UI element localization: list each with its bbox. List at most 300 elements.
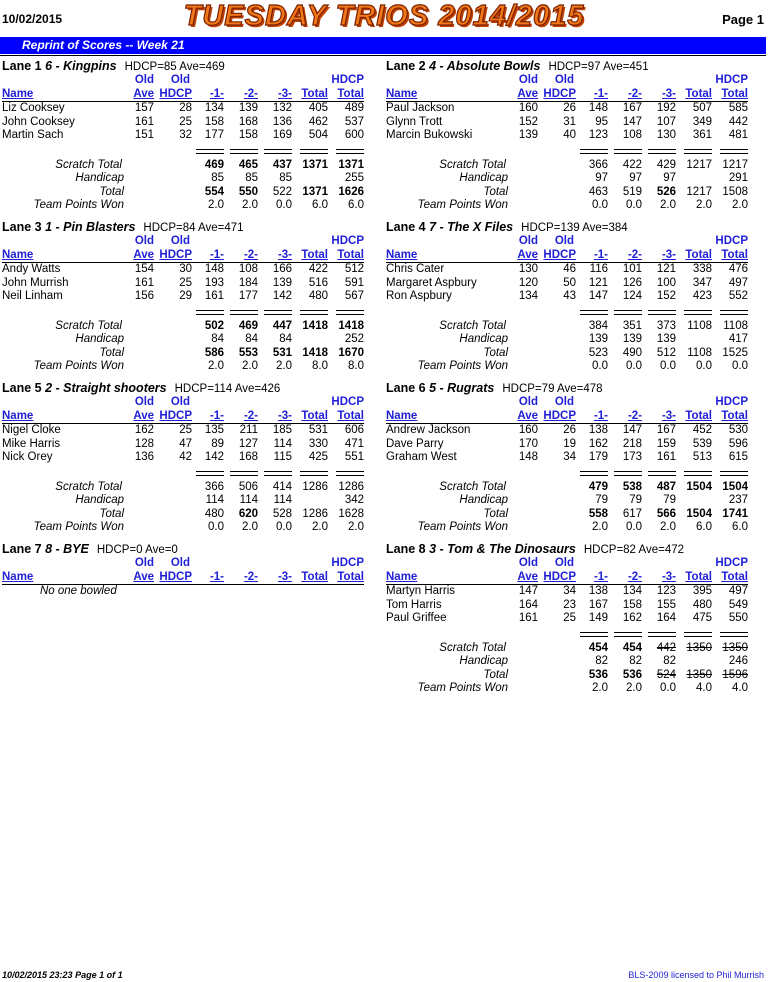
player-htotal: 552 xyxy=(728,290,748,302)
col-header-hdcp-total: Total xyxy=(721,88,748,100)
player-g3: 166 xyxy=(272,263,292,275)
player-ave: 139 xyxy=(518,129,538,141)
col-header-game-1: -1- xyxy=(209,410,224,422)
player-htotal: 567 xyxy=(344,290,364,302)
player-name: Neil Linham xyxy=(2,290,63,302)
player-ave: 134 xyxy=(518,290,538,302)
summary-total-value: 1504 xyxy=(686,507,712,520)
summary-handicap-value: 79 xyxy=(595,494,608,506)
player-g3: 161 xyxy=(656,451,676,463)
player-ave: 128 xyxy=(134,437,154,450)
col-header-ave: Ave xyxy=(517,410,538,422)
col-header-game-1: -1- xyxy=(209,571,224,583)
player-htotal: 550 xyxy=(728,612,748,624)
summary-scratch-value: 414 xyxy=(272,480,292,493)
total-rule xyxy=(580,310,608,315)
summary-scratch-value: 1217 xyxy=(722,158,748,171)
summary-handicap-value: 114 xyxy=(239,494,258,506)
col-header-game-2: -2- xyxy=(627,88,642,100)
summary-scratch-value: 506 xyxy=(238,480,258,493)
total-rule xyxy=(264,149,292,154)
summary-points-value: 2.0 xyxy=(242,360,258,372)
summary-total-value: 536 xyxy=(622,668,642,681)
summary-scratch-value: 1371 xyxy=(338,158,364,171)
lane-number: Lane 6 xyxy=(386,381,430,395)
col-header-game-3: -3- xyxy=(277,571,292,583)
team-handicap-average: HDCP=79 Ave=478 xyxy=(502,383,603,395)
summary-total-value: 1741 xyxy=(722,507,748,520)
total-rule xyxy=(230,310,258,315)
page-number: Page 1 xyxy=(722,12,764,27)
player-name: John Cooksey xyxy=(2,115,75,128)
col-header-total: Total xyxy=(685,410,712,422)
col-header-hdcp: HDCP xyxy=(159,88,192,100)
col-header-old: Old xyxy=(170,74,190,86)
total-rule xyxy=(648,632,676,637)
col-header-old: Old xyxy=(554,396,574,408)
player-total: 539 xyxy=(692,437,712,450)
player-ave: 120 xyxy=(518,276,538,289)
summary-total-value: 558 xyxy=(588,507,608,520)
total-rule xyxy=(264,471,292,476)
summary-points-value: 0.0 xyxy=(276,521,292,533)
player-hdcp: 25 xyxy=(179,424,192,436)
col-header-total: Total xyxy=(301,410,328,422)
player-hdcp: 42 xyxy=(179,451,192,463)
col-header-total: Total xyxy=(301,88,328,100)
col-header-hdcp-total: Total xyxy=(337,249,364,261)
summary-label-total: Total xyxy=(483,346,508,359)
player-htotal: 591 xyxy=(344,276,364,289)
summary-handicap-value: 237 xyxy=(728,494,748,506)
player-ave: 130 xyxy=(518,263,538,275)
col-header-name: Name xyxy=(386,410,418,422)
summary-points-value: 4.0 xyxy=(696,682,712,694)
col-header-game-3: -3- xyxy=(277,249,292,261)
summary-points-value: 2.0 xyxy=(592,682,608,694)
player-htotal: 600 xyxy=(344,129,364,141)
player-g3: 115 xyxy=(273,451,292,463)
summary-total-value: 519 xyxy=(622,185,642,198)
player-g3: 159 xyxy=(656,437,676,450)
player-hdcp: 26 xyxy=(563,424,576,436)
summary-scratch-value: 429 xyxy=(656,158,676,171)
summary-total-value: 1371 xyxy=(302,185,328,198)
player-name: Mike Harris xyxy=(2,437,61,450)
total-rule xyxy=(720,310,748,315)
total-rule xyxy=(614,632,642,637)
total-rule xyxy=(300,149,328,154)
player-ave: 162 xyxy=(134,424,154,436)
player-g2: 147 xyxy=(622,424,642,436)
summary-total-value: 523 xyxy=(588,346,608,359)
player-ave: 164 xyxy=(518,598,538,611)
summary-points-value: 2.0 xyxy=(242,521,258,533)
summary-handicap-value: 84 xyxy=(245,333,258,345)
player-total: 425 xyxy=(308,451,328,463)
player-htotal: 481 xyxy=(728,129,748,141)
player-name: Dave Parry xyxy=(386,437,444,450)
summary-handicap-value: 82 xyxy=(629,655,642,667)
player-total: 338 xyxy=(692,263,712,275)
player-g3: 169 xyxy=(272,129,292,141)
summary-label-total: Total xyxy=(483,668,508,681)
player-g2: 211 xyxy=(239,424,258,436)
player-g2: 173 xyxy=(622,451,642,463)
total-rule xyxy=(580,632,608,637)
col-header-hdcp: HDCP xyxy=(159,249,192,261)
player-ave: 151 xyxy=(134,129,154,141)
team-name: 6 - Kingpins xyxy=(45,59,117,73)
player-name: Glynn Trott xyxy=(386,115,443,128)
summary-total-value: 524 xyxy=(656,668,676,681)
total-rule xyxy=(230,149,258,154)
player-g2: 108 xyxy=(622,129,642,141)
player-ave: 170 xyxy=(518,437,538,450)
summary-handicap-value: 417 xyxy=(728,333,748,345)
player-hdcp: 30 xyxy=(179,263,192,275)
player-ave: 156 xyxy=(134,290,154,302)
col-header-hdcp: HDCP xyxy=(715,235,748,247)
player-g3: 114 xyxy=(273,437,292,450)
summary-scratch-value: 366 xyxy=(204,480,224,493)
summary-handicap-value: 85 xyxy=(211,172,224,184)
player-g2: 218 xyxy=(622,437,642,450)
player-total: 504 xyxy=(308,129,328,141)
player-hdcp: 31 xyxy=(563,115,576,128)
player-g3: 185 xyxy=(272,424,292,436)
summary-handicap-value: 84 xyxy=(279,333,292,345)
col-header-game-1: -1- xyxy=(209,88,224,100)
player-g3: 155 xyxy=(656,598,676,611)
player-hdcp: 25 xyxy=(563,612,576,624)
player-g2: 158 xyxy=(238,129,258,141)
col-header-hdcp: HDCP xyxy=(331,74,364,86)
total-rule xyxy=(336,471,364,476)
summary-handicap-value: 85 xyxy=(279,172,292,184)
total-rule xyxy=(300,310,328,315)
total-rule xyxy=(614,471,642,476)
player-g2: 184 xyxy=(238,276,258,289)
lane-number: Lane 7 xyxy=(2,542,46,556)
player-hdcp: 32 xyxy=(179,129,192,141)
total-rule xyxy=(336,149,364,154)
summary-points-value: 0.0 xyxy=(660,360,676,372)
total-rule xyxy=(684,471,712,476)
summary-scratch-value: 366 xyxy=(588,158,608,171)
summary-label-handicap: Handicap xyxy=(459,655,508,667)
col-header-hdcp-total: Total xyxy=(721,249,748,261)
player-name: Margaret Aspbury xyxy=(386,276,477,289)
lane-number: Lane 4 xyxy=(386,220,430,234)
player-name: Paul Griffee xyxy=(386,612,447,624)
summary-handicap-value: 82 xyxy=(595,655,608,667)
col-header-game-1: -1- xyxy=(593,571,608,583)
summary-total-value: 463 xyxy=(588,185,608,198)
player-g1: 142 xyxy=(204,451,224,463)
player-ave: 157 xyxy=(134,102,154,114)
summary-points-value: 2.0 xyxy=(732,199,748,211)
col-header-hdcp: HDCP xyxy=(715,557,748,569)
footer-timestamp: 10/02/2015 23:23 Page 1 of 1 xyxy=(2,970,123,980)
col-header-total: Total xyxy=(685,88,712,100)
summary-points-value: 2.0 xyxy=(660,199,676,211)
player-total: 330 xyxy=(308,437,328,450)
summary-handicap-value: 79 xyxy=(663,494,676,506)
player-hdcp: 25 xyxy=(179,115,192,128)
team-name: 3 - Tom & The Dinosaurs xyxy=(429,542,576,556)
player-name: John Murrish xyxy=(2,276,69,289)
player-g1: 95 xyxy=(595,115,608,128)
report-date: 10/02/2015 xyxy=(2,12,63,26)
summary-total-value: 531 xyxy=(272,346,292,359)
col-header-old: Old xyxy=(170,557,190,569)
summary-points-value: 6.0 xyxy=(732,521,748,533)
col-header-hdcp: HDCP xyxy=(543,249,576,261)
summary-total-value: 1626 xyxy=(338,185,364,198)
lane-title xyxy=(2,381,280,395)
col-header-old: Old xyxy=(134,396,154,408)
player-g2: 168 xyxy=(238,451,258,463)
summary-total-value: 554 xyxy=(204,185,224,198)
player-total: 405 xyxy=(308,102,328,114)
summary-points-value: 0.0 xyxy=(732,360,748,372)
summary-label-scratch: Scratch Total xyxy=(439,158,506,171)
summary-points-value: 0.0 xyxy=(626,521,642,533)
summary-label-total: Total xyxy=(99,185,124,198)
team-name: 7 - The X Files xyxy=(429,220,514,234)
summary-scratch-value: 1108 xyxy=(723,319,748,332)
summary-scratch-value: 538 xyxy=(622,480,642,493)
col-header-name: Name xyxy=(386,88,418,100)
col-header-total: Total xyxy=(301,571,328,583)
player-g3: 130 xyxy=(656,129,676,141)
summary-points-value: 2.0 xyxy=(592,521,608,533)
summary-scratch-value: 1418 xyxy=(338,319,364,332)
summary-points-value: 2.0 xyxy=(696,199,712,211)
player-htotal: 497 xyxy=(728,276,748,289)
summary-total-value: 526 xyxy=(656,185,676,198)
col-header-name: Name xyxy=(2,88,34,100)
col-header-hdcp: HDCP xyxy=(331,557,364,569)
summary-scratch-value: 1418 xyxy=(302,319,328,332)
summary-total-value: 522 xyxy=(272,185,292,198)
summary-label-points: Team Points Won xyxy=(417,521,508,533)
player-name: Liz Cooksey xyxy=(2,102,65,114)
lane-number: Lane 5 xyxy=(2,381,46,395)
player-total: 347 xyxy=(692,276,712,289)
lane-title xyxy=(386,542,684,556)
player-total: 395 xyxy=(692,585,712,597)
player-htotal: 497 xyxy=(728,585,748,597)
player-g2: 147 xyxy=(622,115,642,128)
summary-handicap-value: 139 xyxy=(656,333,676,345)
player-ave: 160 xyxy=(518,102,538,114)
summary-total-value: 1670 xyxy=(338,346,364,359)
total-rule xyxy=(720,471,748,476)
summary-handicap-value: 114 xyxy=(273,494,292,506)
summary-points-value: 6.0 xyxy=(348,199,364,211)
col-header-old: Old xyxy=(170,235,190,247)
col-header-game-3: -3- xyxy=(661,410,676,422)
col-header-old: Old xyxy=(554,557,574,569)
player-name: Nigel Cloke xyxy=(2,424,61,436)
summary-scratch-value: 351 xyxy=(622,319,642,332)
summary-points-value: 0.0 xyxy=(208,521,224,533)
summary-points-value: 8.0 xyxy=(312,360,328,372)
col-header-name: Name xyxy=(2,249,34,261)
summary-scratch-value: 465 xyxy=(238,158,258,171)
player-total: 462 xyxy=(308,115,328,128)
summary-total-value: 617 xyxy=(622,507,642,520)
player-htotal: 537 xyxy=(344,115,364,128)
summary-label-total: Total xyxy=(483,507,508,520)
col-header-game-3: -3- xyxy=(661,571,676,583)
player-htotal: 606 xyxy=(344,424,364,436)
summary-label-total: Total xyxy=(99,507,124,520)
lane-title xyxy=(386,59,649,73)
player-name: Graham West xyxy=(386,451,457,463)
player-total: 516 xyxy=(308,276,328,289)
player-g2: 168 xyxy=(238,115,258,128)
summary-handicap-value: 97 xyxy=(663,172,676,184)
summary-label-scratch: Scratch Total xyxy=(55,319,122,332)
summary-total-value: 1628 xyxy=(338,507,364,520)
player-g3: 123 xyxy=(656,585,676,597)
player-name: Andy Watts xyxy=(2,263,61,275)
player-g3: 139 xyxy=(272,276,292,289)
summary-handicap-value: 252 xyxy=(344,333,364,345)
col-header-hdcp: HDCP xyxy=(715,74,748,86)
summary-label-handicap: Handicap xyxy=(75,494,124,506)
no-bowlers-note: No one bowled xyxy=(40,585,117,597)
player-g2: 108 xyxy=(238,263,258,275)
summary-scratch-value: 373 xyxy=(656,319,676,332)
reprint-banner xyxy=(0,37,766,54)
player-g2: 139 xyxy=(238,102,258,114)
player-hdcp: 40 xyxy=(563,129,576,141)
col-header-hdcp: HDCP xyxy=(543,88,576,100)
summary-points-value: 8.0 xyxy=(348,360,364,372)
player-g1: 161 xyxy=(204,290,224,302)
player-g1: 123 xyxy=(588,129,608,141)
player-hdcp: 46 xyxy=(563,263,576,275)
summary-handicap-value: 342 xyxy=(344,494,364,506)
player-g2: 124 xyxy=(622,290,642,302)
player-g1: 116 xyxy=(589,263,608,275)
summary-scratch-value: 437 xyxy=(272,158,292,171)
summary-points-value: 0.0 xyxy=(592,199,608,211)
player-g2: 162 xyxy=(622,612,642,624)
col-header-hdcp-total: Total xyxy=(721,571,748,583)
player-total: 475 xyxy=(692,612,712,624)
col-header-game-2: -2- xyxy=(627,249,642,261)
col-header-old: Old xyxy=(554,235,574,247)
team-handicap-average: HDCP=114 Ave=426 xyxy=(174,383,281,395)
team-handicap-average: HDCP=85 Ave=469 xyxy=(124,61,225,73)
summary-handicap-value: 139 xyxy=(622,333,642,345)
player-g2: 101 xyxy=(622,263,642,275)
col-header-old: Old xyxy=(518,74,538,86)
player-total: 513 xyxy=(692,451,712,463)
summary-points-value: 6.0 xyxy=(696,521,712,533)
summary-label-scratch: Scratch Total xyxy=(439,480,506,493)
total-rule xyxy=(580,471,608,476)
summary-points-value: 2.0 xyxy=(660,521,676,533)
team-name: 8 - BYE xyxy=(45,542,89,556)
col-header-game-1: -1- xyxy=(209,249,224,261)
summary-label-points: Team Points Won xyxy=(33,360,124,372)
summary-points-value: 2.0 xyxy=(312,521,328,533)
summary-scratch-value: 1371 xyxy=(302,158,328,171)
total-rule xyxy=(614,149,642,154)
player-name: Ron Aspbury xyxy=(386,290,452,302)
team-handicap-average: HDCP=82 Ave=472 xyxy=(583,544,685,556)
summary-total-value: 550 xyxy=(238,185,258,198)
total-rule xyxy=(684,310,712,315)
player-ave: 136 xyxy=(134,451,154,463)
col-header-old: Old xyxy=(518,396,538,408)
player-ave: 161 xyxy=(134,115,154,128)
player-hdcp: 29 xyxy=(179,290,192,302)
col-header-old: Old xyxy=(518,557,538,569)
summary-label-handicap: Handicap xyxy=(459,172,508,184)
summary-total-value: 1525 xyxy=(722,346,748,359)
col-header-ave: Ave xyxy=(517,571,538,583)
col-header-hdcp: HDCP xyxy=(331,396,364,408)
player-hdcp: 34 xyxy=(563,585,576,597)
summary-scratch-value: 1217 xyxy=(686,158,712,171)
player-g2: 177 xyxy=(238,290,258,302)
summary-points-value: 2.0 xyxy=(626,682,642,694)
summary-points-value: 4.0 xyxy=(732,682,748,694)
summary-points-value: 0.0 xyxy=(660,682,676,694)
summary-handicap-value: 255 xyxy=(344,172,364,184)
total-rule xyxy=(648,310,676,315)
player-g1: 134 xyxy=(204,102,224,114)
col-header-ave: Ave xyxy=(517,88,538,100)
summary-label-points: Team Points Won xyxy=(33,199,124,211)
summary-total-value: 1350 xyxy=(686,668,712,681)
player-htotal: 549 xyxy=(728,598,748,611)
total-rule xyxy=(684,149,712,154)
summary-scratch-value: 442 xyxy=(656,641,676,654)
lane-number: Lane 8 xyxy=(386,542,430,556)
col-header-old: Old xyxy=(518,235,538,247)
summary-scratch-value: 469 xyxy=(238,319,258,332)
summary-scratch-value: 454 xyxy=(588,641,608,654)
player-htotal: 489 xyxy=(344,102,364,114)
player-htotal: 615 xyxy=(728,451,748,463)
col-header-game-1: -1- xyxy=(593,410,608,422)
summary-label-total: Total xyxy=(483,185,508,198)
col-header-hdcp: HDCP xyxy=(543,571,576,583)
col-header-ave: Ave xyxy=(133,410,154,422)
summary-points-value: 0.0 xyxy=(626,199,642,211)
total-rule xyxy=(580,149,608,154)
summary-scratch-value: 487 xyxy=(656,480,676,493)
summary-scratch-value: 384 xyxy=(588,319,608,332)
summary-total-value: 1286 xyxy=(302,507,328,520)
player-total: 452 xyxy=(692,424,712,436)
lane-title xyxy=(386,220,628,234)
col-header-hdcp: HDCP xyxy=(159,571,192,583)
col-header-game-3: -3- xyxy=(277,410,292,422)
player-g2: 127 xyxy=(238,437,258,450)
summary-total-value: 536 xyxy=(588,668,608,681)
player-hdcp: 25 xyxy=(179,276,192,289)
summary-total-value: 1596 xyxy=(722,668,748,681)
